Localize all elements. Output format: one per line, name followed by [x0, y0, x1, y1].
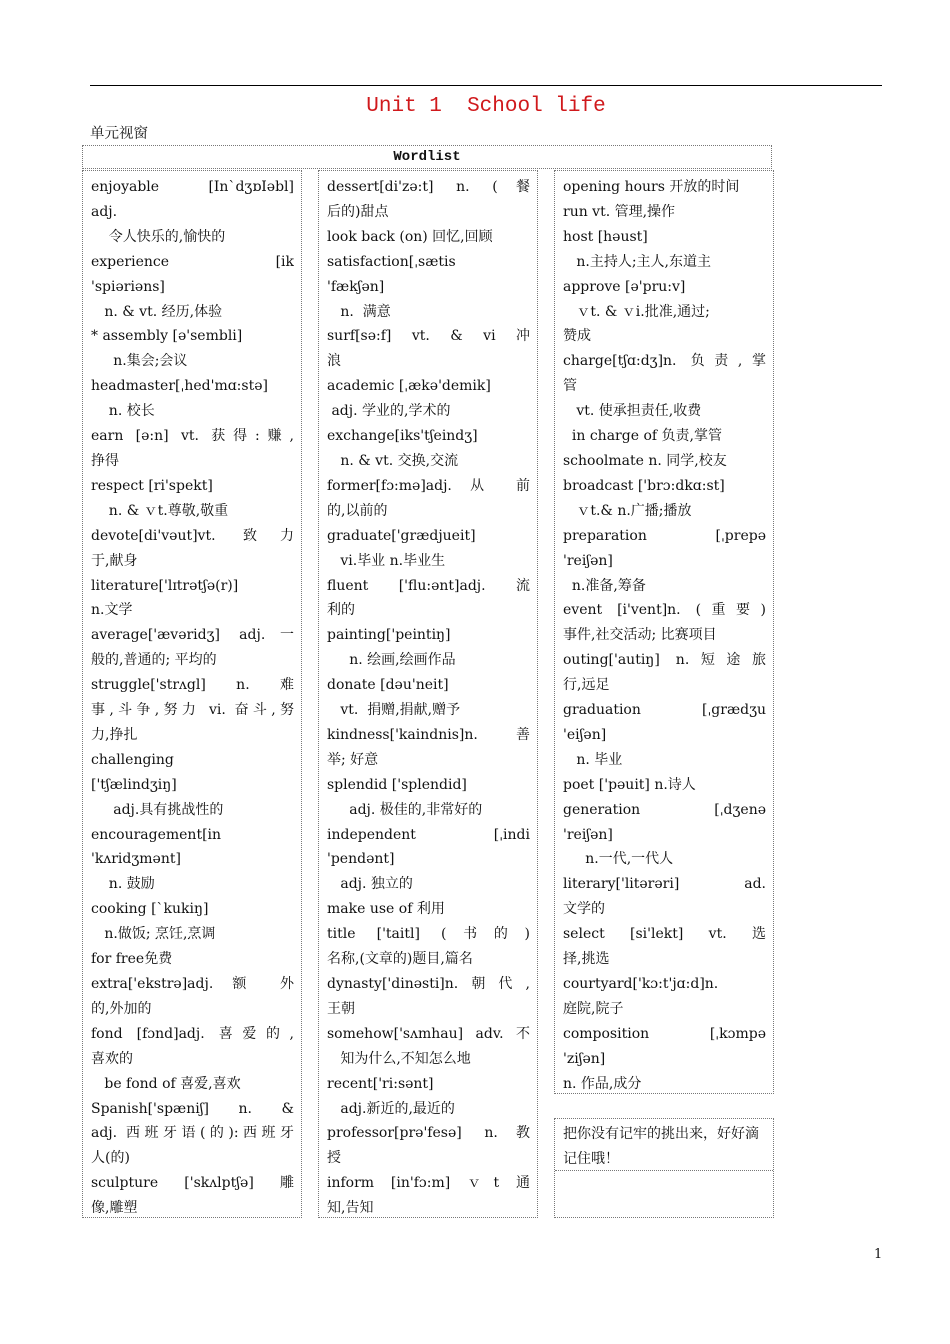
wordlist-line: 'fækʃən] — [327, 278, 385, 295]
wordlist-line: sculpture ['skʌlptʃə] 雕 — [91, 1175, 294, 1192]
wordlist-line: opening hours 开放的时间 — [563, 179, 740, 195]
wordlist-line: adj.新近的,最近的 — [327, 1100, 455, 1117]
wordlist-line: 喜欢的 — [91, 1050, 133, 1067]
wordlist-line: 知为什么,不知怎么地 — [327, 1050, 471, 1067]
wordlist-line: earn [ə:n] vt. 获得:赚, — [91, 428, 294, 445]
wordlist-line: fond [fɔnd]adj. 喜爱的, — [91, 1025, 294, 1042]
wordlist-line: vt. 捐赠,捐献,赠予 — [327, 702, 461, 719]
wordlist-line: dynasty['dinəsti]n.朝代, — [327, 976, 530, 992]
wordlist-line: challenging — [91, 751, 174, 768]
wordlist-line: preparation [ˌprepə — [563, 527, 766, 544]
wordlist-line: n. 鼓励 — [91, 876, 155, 893]
wordlist-column-2 — [318, 170, 538, 1218]
wordlist-line: ｖt. & ｖi.批准,通过; — [563, 303, 710, 320]
wordlist-line: 'kʌridʒmənt] — [91, 851, 181, 868]
memo-text: 把你没有记牢的挑出来，好好滴记住哦！ — [555, 1119, 773, 1171]
memo-box — [554, 1118, 774, 1218]
wordlist-line: exchange[iks'tʃeindʒ] — [327, 428, 478, 445]
wordlist-line: donate [dəu'neit] — [327, 677, 449, 694]
wordlist-line: make use of 利用 — [327, 901, 445, 918]
wordlist-line: satisfaction[ˌsætis — [327, 253, 456, 270]
wordlist-line: n. & vt. 交换,交流 — [327, 452, 459, 469]
wordlist-line: 的,以前的 — [327, 502, 388, 519]
wordlist-line: 般的,普通的; 平均的 — [91, 652, 217, 669]
wordlist-line: n.做饭; 烹饪,烹调 — [91, 926, 216, 943]
wordlist-line: 'eiʃən] — [563, 726, 607, 743]
wordlist-line: n. 绘画,绘画作品 — [327, 652, 456, 669]
wordlist-line: somehow['sʌmhau] adv. 不 — [327, 1025, 530, 1042]
wordlist-line: n.文学 — [91, 602, 133, 619]
wordlist-line: in charge of 负责,掌管 — [563, 428, 722, 445]
wordlist-line: inform [in'fɔ:m] ｖt 通 — [327, 1175, 530, 1192]
wordlist-line: enjoyable [In`dʒɒIəbl] — [91, 179, 294, 195]
wordlist-line: n. & ｖt.尊敬,敬重 — [91, 502, 229, 519]
wordlist-line: 'reiʃən] — [563, 826, 613, 843]
wordlist-line: n.主持人;主人,东道主 — [563, 253, 711, 270]
wordlist-line: n.集会;会议 — [91, 353, 188, 370]
wordlist-line: 庭院,院子 — [563, 1000, 624, 1017]
wordlist-line: fluent ['flu:ənt]adj. 流 — [327, 577, 530, 594]
wordlist-line: outing['autiŋ] n.短途旅 — [563, 652, 766, 669]
wordlist-line: 力,挣扎 — [91, 726, 138, 743]
wordlist-line: 利的 — [327, 602, 355, 619]
wordlist-line: n. 毕业 — [563, 751, 623, 768]
wordlist-line: 行,远足 — [563, 677, 610, 694]
wordlist-line: literature['lɪtrətʃə(r)] — [91, 577, 239, 594]
wordlist-line: adj. 西班牙语(的):西班牙 — [91, 1125, 294, 1142]
wordlist-line: poet ['pəuit] n.诗人 — [563, 776, 696, 793]
wordlist-column-3 — [554, 170, 774, 1094]
wordlist-line: title ['taitl] (书的) — [327, 926, 530, 943]
wordlist-line: courtyard['kɔ:t'jɑ:d]n. — [563, 976, 719, 992]
wordlist-line: Spanish['spæniʃ] n. & — [91, 1100, 294, 1117]
wordlist-line: literary['litərəri] ad. — [563, 876, 766, 893]
section-label: 单元视窗 — [90, 126, 148, 142]
wordlist-line: dessert[di'zə:t] n. (餐 — [327, 179, 530, 195]
wordlist-line: painting['peintiŋ] — [327, 627, 451, 644]
wordlist-line: for free免费 — [91, 951, 173, 968]
wordlist-line: adj. 学业的,学术的 — [327, 403, 451, 420]
wordlist-line: 像,雕塑 — [91, 1200, 138, 1217]
wordlist-line: devote[di'vəut]vt. 致力 — [91, 527, 294, 544]
wordlist-line: n. 校长 — [91, 403, 155, 420]
wordlist-line: host [həust] — [563, 228, 648, 245]
wordlist-line: be fond of 喜爱,喜欢 — [91, 1075, 241, 1092]
wordlist-line: adj. — [91, 203, 118, 220]
wordlist-line: 择,挑选 — [563, 951, 610, 968]
wordlist-line: encouragement[in — [91, 826, 222, 843]
wordlist-line: vi.毕业 n.毕业生 — [327, 552, 446, 569]
wordlist-line: struggle['strʌgl] n. 难 — [91, 677, 294, 694]
top-rule — [90, 85, 882, 86]
wordlist-line: 事件,社交活动; 比赛项目 — [563, 627, 717, 644]
wordlist-line: experience [ik — [91, 253, 294, 270]
wordlist-line: 授 — [327, 1150, 341, 1167]
wordlist-line: adj. 极佳的,非常好的 — [327, 801, 483, 818]
wordlist-line: surf[sə:f] vt. & vi 冲 — [327, 328, 530, 345]
wordlist-line: 王朝 — [327, 1000, 355, 1017]
wordlist-line: cooking [ˋkukiŋ] — [91, 901, 209, 918]
wordlist-line: 'spiəriəns] — [91, 278, 165, 295]
wordlist-line: splendid ['splendid] — [327, 776, 467, 793]
wordlist-line: 浪 — [327, 353, 341, 370]
wordlist-line: broadcast ['brɔ:dkɑ:st] — [563, 477, 725, 494]
wordlist-line: adj.具有挑战性的 — [91, 801, 224, 818]
wordlist-line: n. & vt. 经历,体验 — [91, 303, 223, 320]
wordlist-line: event [i'vent]n. (重要) — [563, 602, 766, 619]
wordlist-column-1 — [82, 170, 302, 1218]
wordlist-line: adj. 独立的 — [327, 876, 413, 893]
wordlist-line: ['tʃælindʒiŋ] — [91, 776, 177, 793]
wordlist-line: 事,斗争,努力 vi. 奋斗,努 — [91, 702, 294, 719]
wordlist-line: 挣得 — [91, 452, 119, 469]
wordlist-line: n. 满意 — [327, 303, 391, 320]
wordlist-line: kindness['kaindnis]n. 善 — [327, 726, 530, 743]
wordlist-line: graduate['grædjueit] — [327, 527, 476, 544]
wordlist-line: academic [ˌækə'demik] — [327, 378, 491, 395]
wordlist-line: 于,献身 — [91, 552, 138, 569]
wordlist-line: approve [ə'pru:v] — [563, 278, 686, 295]
wordlist-line: 赞成 — [563, 328, 591, 345]
wordlist-line: * assembly [ə'sembli] — [91, 328, 243, 345]
wordlist-line: 文学的 — [563, 901, 605, 918]
wordlist-line: composition [ˌkɔmpə — [563, 1025, 766, 1042]
wordlist-line: n.准备,筹备 — [563, 577, 646, 594]
wordlist-line: ｖt.& n.广播;播放 — [563, 502, 692, 519]
wordlist-line: graduation [ˌgrædʒu — [563, 702, 766, 719]
wordlist-line: 'pendənt] — [327, 851, 395, 868]
wordlist-line: 'ziʃən] — [563, 1050, 606, 1067]
wordlist-line: schoolmate n. 同学,校友 — [563, 452, 727, 469]
page-number: 1 — [874, 1247, 883, 1262]
wordlist-line: look back (on) 回忆,回顾 — [327, 228, 493, 245]
wordlist-header: Wordlist — [82, 145, 772, 169]
wordlist-line: 的,外加的 — [91, 1000, 152, 1017]
wordlist-line: 名称,(文章的)题目,篇名 — [327, 951, 473, 968]
wordlist-line: average['ævəridʒ] adj.一 — [91, 627, 294, 644]
wordlist-line: extra['ekstrə]adj. 额 外 — [91, 976, 294, 992]
wordlist-line: generation [ˌdʒenə — [563, 801, 766, 818]
wordlist-line: 令人快乐的,愉快的 — [91, 228, 226, 245]
wordlist-line: n. 作品,成分 — [563, 1075, 642, 1092]
wordlist-line: vt. 使承担责任,收费 — [563, 403, 702, 420]
wordlist-line: 'reiʃən] — [563, 552, 613, 569]
wordlist-line: 后的)甜点 — [327, 203, 389, 220]
wordlist-line: 管 — [563, 378, 577, 395]
wordlist-line: select [si'lekt] vt. 选 — [563, 926, 766, 943]
wordlist-line: professor[prə'fesə] n.教 — [327, 1125, 530, 1142]
unit-title: Unit 1 School life — [366, 95, 606, 118]
wordlist-line: independent [ˌindi — [327, 826, 530, 843]
wordlist-line: 人(的) — [91, 1150, 130, 1167]
wordlist-line: charge[tʃɑ:dʒ]n. 负责,掌 — [563, 353, 766, 370]
wordlist-line: respect [ri'spekt] — [91, 477, 213, 494]
wordlist-line: headmaster[ˌhed'mɑ:stə] — [91, 378, 268, 395]
wordlist-line: n.一代,一代人 — [563, 851, 674, 868]
wordlist-line: 举; 好意 — [327, 751, 379, 768]
wordlist-line: recent['ri:sənt] — [327, 1075, 434, 1092]
wordlist-line: former[fɔ:mə]adj. 从 前 — [327, 477, 530, 494]
wordlist-line: 知,告知 — [327, 1200, 374, 1217]
wordlist-line: run vt. 管理,操作 — [563, 203, 676, 220]
